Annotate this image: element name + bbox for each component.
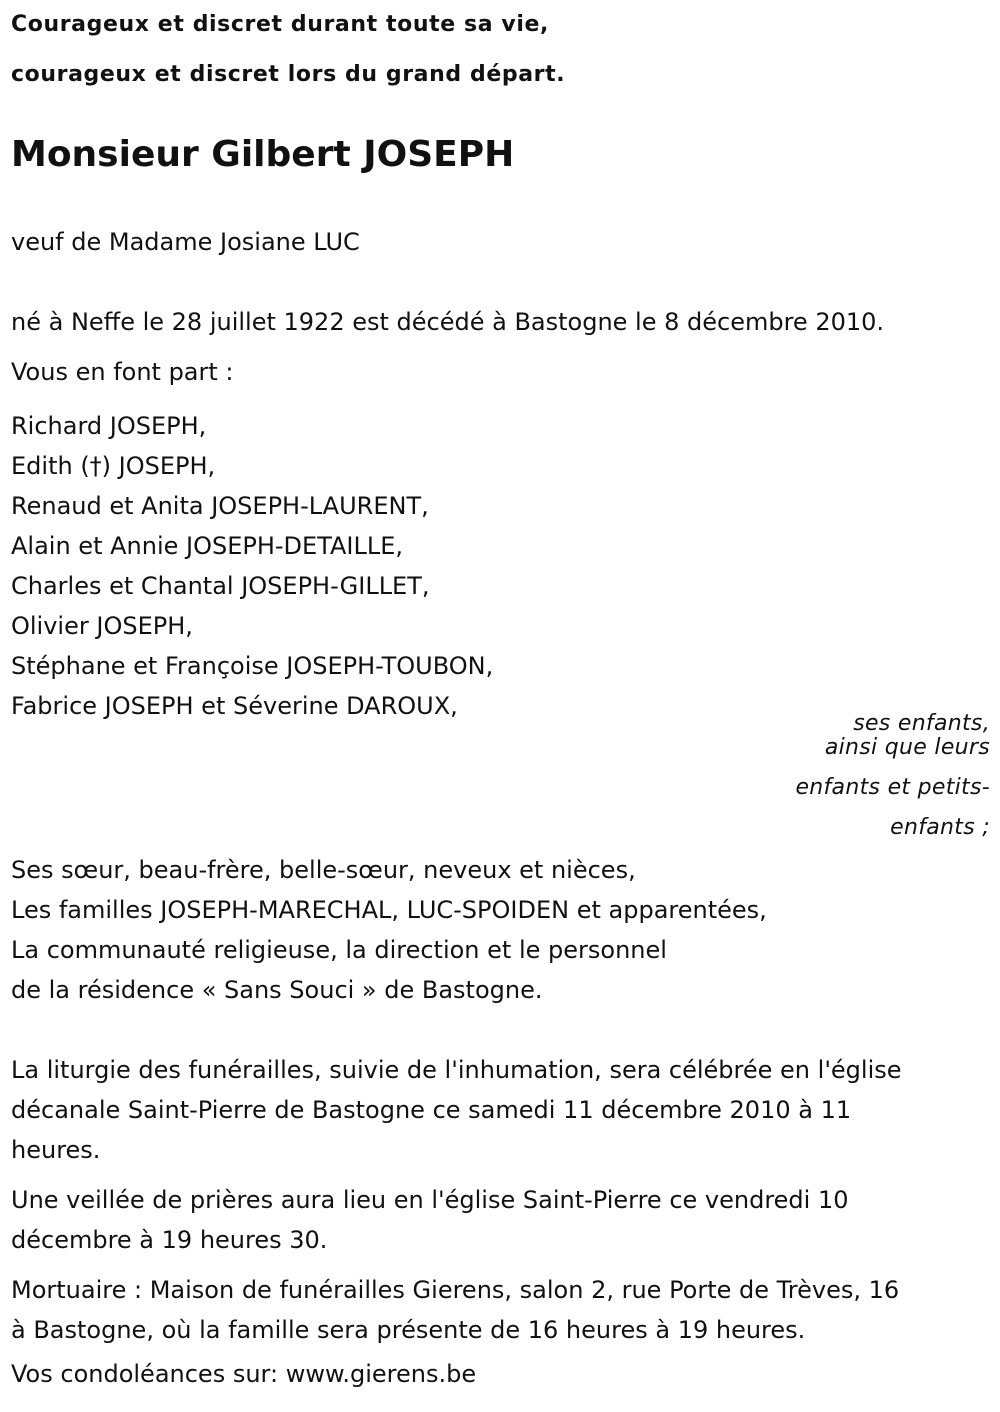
relatives-entry: de la résidence « Sans Souci » de Bastogne. [11, 976, 543, 1004]
child-entry: Fabrice JOSEPH et Séverine DAROUX, [11, 692, 458, 720]
child-entry: Olivier JOSEPH, [11, 612, 193, 640]
children-note-line-1: ses enfants, [853, 711, 990, 736]
vigil-paragraph [11, 1180, 849, 1260]
funeral-line: La liturgie des funérailles, suivie de l'inhumation, sera célébrée en l'église [11, 1056, 902, 1084]
child-entry: Renaud et Anita JOSEPH-LAURENT, [11, 492, 429, 520]
widower-of: veuf de Madame Josiane LUC [11, 228, 360, 256]
announce-intro: Vous en font part : [11, 358, 234, 386]
vigil-line: décembre à 19 heures 30. [11, 1226, 328, 1254]
children-note-line-2: ainsi que leurs [824, 735, 990, 760]
children-note-line-3: enfants et petits- [795, 775, 990, 800]
children-note-line-4: enfants ; [890, 815, 990, 840]
deceased-name: Monsieur Gilbert JOSEPH [11, 134, 515, 175]
condolences-link-text: Vos condoléances sur: www.gierens.be [11, 1360, 477, 1388]
epigraph-line-1: Courageux et discret durant toute sa vie, [11, 12, 549, 37]
funeral-line: heures. [11, 1136, 101, 1164]
relatives-entry: La communauté religieuse, la direction et le personnel [11, 936, 667, 964]
birth-death-statement: né à Neffe le 28 juillet 1922 est décédé à Bastogne le 8 décembre 2010. [11, 308, 885, 336]
relatives-entry: Ses sœur, beau-frère, belle-sœur, neveux et nièces, [11, 856, 636, 884]
children-list [11, 406, 493, 726]
funeral-line: décanale Saint-Pierre de Bastogne ce samedi 11 décembre 2010 à 11 [11, 1096, 852, 1124]
child-entry: Alain et Annie JOSEPH-DETAILLE, [11, 532, 404, 560]
relatives-entry: Les familles JOSEPH-MARECHAL, LUC-SPOIDEN et apparentées, [11, 896, 767, 924]
child-entry: Stéphane et Françoise JOSEPH-TOUBON, [11, 652, 494, 680]
vigil-line: Une veillée de prières aura lieu en l'église Saint-Pierre ce vendredi 10 [11, 1186, 849, 1214]
other-relatives-list [11, 850, 767, 1010]
child-entry: Richard JOSEPH, [11, 412, 207, 440]
mortuary-paragraph [11, 1270, 899, 1350]
mortuary-line: à Bastogne, où la famille sera présente de 16 heures à 19 heures. [11, 1316, 806, 1344]
child-entry: Edith (†) JOSEPH, [11, 452, 216, 480]
child-entry: Charles et Chantal JOSEPH-GILLET, [11, 572, 430, 600]
epigraph-line-2: courageux et discret lors du grand départ. [11, 62, 566, 87]
funeral-paragraph [11, 1050, 902, 1170]
mortuary-line: Mortuaire : Maison de funérailles Gierens, salon 2, rue Porte de Trèves, 16 [11, 1276, 900, 1304]
